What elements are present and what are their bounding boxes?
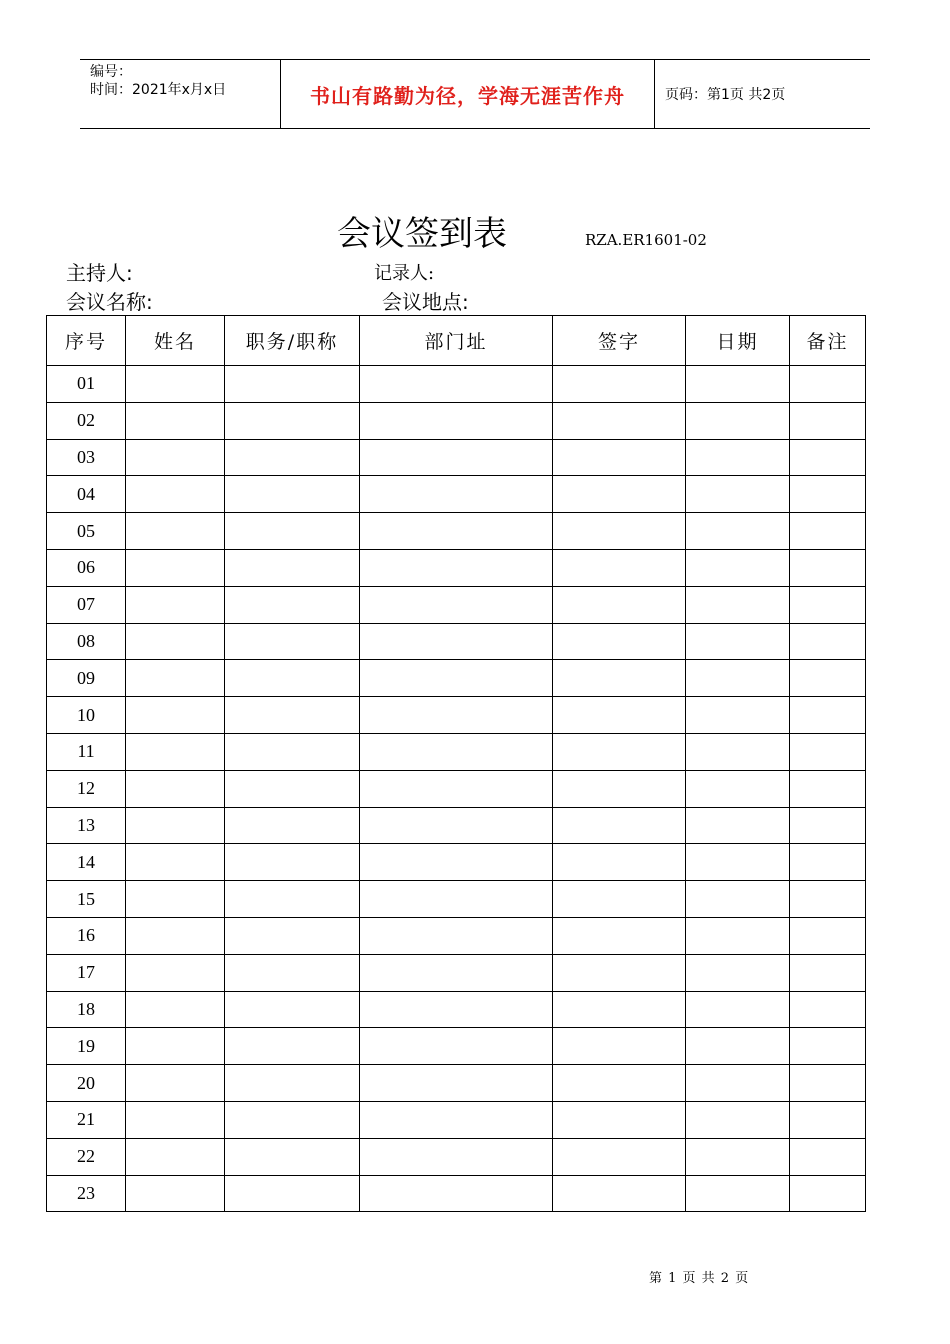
signature-cell[interactable] xyxy=(553,513,686,550)
position-cell[interactable] xyxy=(225,881,360,918)
table-row xyxy=(47,1138,866,1175)
signature-cell[interactable] xyxy=(553,697,686,734)
remarks-cell[interactable] xyxy=(790,1175,866,1212)
row-number: 15 xyxy=(47,881,126,918)
table-row xyxy=(47,586,866,623)
remarks-cell[interactable] xyxy=(790,697,866,734)
header-motto-cell xyxy=(281,60,655,128)
row-number: 22 xyxy=(47,1138,126,1175)
signature-cell[interactable] xyxy=(553,1175,686,1212)
row-number: 13 xyxy=(47,807,126,844)
date-cell[interactable] xyxy=(686,660,790,697)
date-cell[interactable] xyxy=(686,439,790,476)
remarks-cell[interactable] xyxy=(790,733,866,770)
department-cell[interactable] xyxy=(360,1101,553,1138)
department-cell[interactable] xyxy=(360,1028,553,1065)
signature-cell[interactable] xyxy=(553,366,686,403)
row-number: 04 xyxy=(47,476,126,513)
date-cell[interactable] xyxy=(686,1028,790,1065)
position-cell[interactable] xyxy=(225,770,360,807)
row-number: 18 xyxy=(47,991,126,1028)
column-header-name: 姓名 xyxy=(126,316,225,366)
meeting-place-field-label: 会议地点: xyxy=(382,290,469,314)
table-row xyxy=(47,476,866,513)
row-number: 08 xyxy=(47,623,126,660)
table-row xyxy=(47,1028,866,1065)
signature-cell[interactable] xyxy=(553,917,686,954)
signature-cell[interactable] xyxy=(553,439,686,476)
date-cell[interactable] xyxy=(686,549,790,586)
name-cell[interactable] xyxy=(126,1028,225,1065)
signature-cell[interactable] xyxy=(553,402,686,439)
signature-cell[interactable] xyxy=(553,623,686,660)
header-motto: 书山有路勤为径，学海无涯苦作舟 xyxy=(310,83,625,108)
meeting-name-field-label: 会议名称: xyxy=(66,290,153,314)
date-cell[interactable] xyxy=(686,623,790,660)
row-number: 20 xyxy=(47,1065,126,1102)
department-cell[interactable] xyxy=(360,476,553,513)
table-row xyxy=(47,991,866,1028)
signature-cell[interactable] xyxy=(553,1101,686,1138)
name-cell[interactable] xyxy=(126,917,225,954)
name-cell[interactable] xyxy=(126,770,225,807)
recorder-field-label: 记录人: xyxy=(374,263,435,284)
table-row xyxy=(47,1065,866,1102)
signature-cell[interactable] xyxy=(553,660,686,697)
position-cell[interactable] xyxy=(225,586,360,623)
date-cell[interactable] xyxy=(686,1138,790,1175)
table-row xyxy=(47,917,866,954)
page-footer: 第 1 页 共 2 页 xyxy=(649,1271,750,1286)
signature-cell[interactable] xyxy=(553,1065,686,1102)
remarks-cell[interactable] xyxy=(790,917,866,954)
signature-cell[interactable] xyxy=(553,1138,686,1175)
date-cell[interactable] xyxy=(686,1101,790,1138)
row-number: 16 xyxy=(47,917,126,954)
date-cell[interactable] xyxy=(686,697,790,734)
name-cell[interactable] xyxy=(126,1065,225,1102)
row-number: 12 xyxy=(47,770,126,807)
date-cell[interactable] xyxy=(686,366,790,403)
department-cell[interactable] xyxy=(360,366,553,403)
row-number: 14 xyxy=(47,844,126,881)
date-cell[interactable] xyxy=(686,733,790,770)
position-cell[interactable] xyxy=(225,549,360,586)
row-number: 01 xyxy=(47,366,126,403)
remarks-cell[interactable] xyxy=(790,1101,866,1138)
sign-in-table xyxy=(46,315,866,1212)
department-cell[interactable] xyxy=(360,954,553,991)
name-cell[interactable] xyxy=(126,807,225,844)
name-cell[interactable] xyxy=(126,1138,225,1175)
name-cell[interactable] xyxy=(126,1101,225,1138)
table-row xyxy=(47,697,866,734)
department-cell[interactable] xyxy=(360,844,553,881)
row-number: 10 xyxy=(47,697,126,734)
position-cell[interactable] xyxy=(225,991,360,1028)
row-number: 21 xyxy=(47,1101,126,1138)
remarks-cell[interactable] xyxy=(790,954,866,991)
position-cell[interactable] xyxy=(225,954,360,991)
date-cell[interactable] xyxy=(686,586,790,623)
table-row xyxy=(47,549,866,586)
position-cell[interactable] xyxy=(225,697,360,734)
form-code: RZA.ER1601-02 xyxy=(585,231,707,249)
department-cell[interactable] xyxy=(360,660,553,697)
remarks-cell[interactable] xyxy=(790,844,866,881)
remarks-cell[interactable] xyxy=(790,402,866,439)
remarks-cell[interactable] xyxy=(790,586,866,623)
name-cell[interactable] xyxy=(126,1175,225,1212)
position-cell[interactable] xyxy=(225,807,360,844)
table-row xyxy=(47,513,866,550)
row-number: 05 xyxy=(47,513,126,550)
signature-cell[interactable] xyxy=(553,807,686,844)
name-cell[interactable] xyxy=(126,881,225,918)
remarks-cell[interactable] xyxy=(790,1028,866,1065)
document-time-label: 时间：2021年x月x日 xyxy=(90,82,227,98)
department-cell[interactable] xyxy=(360,1065,553,1102)
name-cell[interactable] xyxy=(126,623,225,660)
department-cell[interactable] xyxy=(360,991,553,1028)
remarks-cell[interactable] xyxy=(790,1065,866,1102)
column-header-signature: 签字 xyxy=(553,316,686,366)
row-number: 19 xyxy=(47,1028,126,1065)
department-cell[interactable] xyxy=(360,697,553,734)
department-cell[interactable] xyxy=(360,770,553,807)
table-header-row xyxy=(47,316,866,366)
row-number: 03 xyxy=(47,439,126,476)
table-row xyxy=(47,439,866,476)
name-cell[interactable] xyxy=(126,954,225,991)
department-cell[interactable] xyxy=(360,733,553,770)
date-cell[interactable] xyxy=(686,513,790,550)
remarks-cell[interactable] xyxy=(790,513,866,550)
date-cell[interactable] xyxy=(686,844,790,881)
signature-cell[interactable] xyxy=(553,770,686,807)
signature-cell[interactable] xyxy=(553,476,686,513)
table-row xyxy=(47,770,866,807)
table-row xyxy=(47,1101,866,1138)
date-cell[interactable] xyxy=(686,807,790,844)
header-page-info: 页码：第1页 共2页 xyxy=(665,87,786,103)
department-cell[interactable] xyxy=(360,586,553,623)
column-header-index: 序号 xyxy=(47,316,126,366)
position-cell[interactable] xyxy=(225,402,360,439)
table-row xyxy=(47,881,866,918)
row-number: 23 xyxy=(47,1175,126,1212)
date-cell[interactable] xyxy=(686,917,790,954)
signature-cell[interactable] xyxy=(553,1028,686,1065)
position-cell[interactable] xyxy=(225,1065,360,1102)
remarks-cell[interactable] xyxy=(790,770,866,807)
date-cell[interactable] xyxy=(686,954,790,991)
row-number: 11 xyxy=(47,733,126,770)
department-cell[interactable] xyxy=(360,402,553,439)
header-meta xyxy=(80,60,281,128)
position-cell[interactable] xyxy=(225,1028,360,1065)
signature-cell[interactable] xyxy=(553,881,686,918)
name-cell[interactable] xyxy=(126,366,225,403)
row-number: 07 xyxy=(47,586,126,623)
signature-cell[interactable] xyxy=(553,549,686,586)
row-number: 06 xyxy=(47,549,126,586)
row-number: 09 xyxy=(47,660,126,697)
remarks-cell[interactable] xyxy=(790,623,866,660)
name-cell[interactable] xyxy=(126,402,225,439)
position-cell[interactable] xyxy=(225,1175,360,1212)
remarks-cell[interactable] xyxy=(790,549,866,586)
page-header xyxy=(80,59,870,129)
date-cell[interactable] xyxy=(686,991,790,1028)
form-title: 会议签到表 xyxy=(337,214,507,254)
department-cell[interactable] xyxy=(360,623,553,660)
date-cell[interactable] xyxy=(686,476,790,513)
table-row xyxy=(47,954,866,991)
table-row xyxy=(47,366,866,403)
remarks-cell[interactable] xyxy=(790,991,866,1028)
remarks-cell[interactable] xyxy=(790,807,866,844)
remarks-cell[interactable] xyxy=(790,881,866,918)
name-cell[interactable] xyxy=(126,660,225,697)
remarks-cell[interactable] xyxy=(790,366,866,403)
position-cell[interactable] xyxy=(225,1101,360,1138)
department-cell[interactable] xyxy=(360,513,553,550)
department-cell[interactable] xyxy=(360,917,553,954)
name-cell[interactable] xyxy=(126,476,225,513)
date-cell[interactable] xyxy=(686,1065,790,1102)
remarks-cell[interactable] xyxy=(790,476,866,513)
name-cell[interactable] xyxy=(126,844,225,881)
table-body xyxy=(47,366,866,1212)
position-cell[interactable] xyxy=(225,476,360,513)
signature-cell[interactable] xyxy=(553,991,686,1028)
table-row xyxy=(47,844,866,881)
signature-cell[interactable] xyxy=(553,586,686,623)
column-header-date: 日期 xyxy=(686,316,790,366)
signature-cell[interactable] xyxy=(553,844,686,881)
column-header-department: 部门址 xyxy=(360,316,553,366)
position-cell[interactable] xyxy=(225,513,360,550)
position-cell[interactable] xyxy=(225,844,360,881)
table-row xyxy=(47,733,866,770)
table-row xyxy=(47,807,866,844)
department-cell[interactable] xyxy=(360,1138,553,1175)
column-header-position: 职务/职称 xyxy=(225,316,360,366)
position-cell[interactable] xyxy=(225,1138,360,1175)
name-cell[interactable] xyxy=(126,586,225,623)
department-cell[interactable] xyxy=(360,807,553,844)
department-cell[interactable] xyxy=(360,439,553,476)
name-cell[interactable] xyxy=(126,439,225,476)
name-cell[interactable] xyxy=(126,991,225,1028)
remarks-cell[interactable] xyxy=(790,439,866,476)
position-cell[interactable] xyxy=(225,366,360,403)
table-row xyxy=(47,623,866,660)
date-cell[interactable] xyxy=(686,402,790,439)
host-field-label: 主持人: xyxy=(66,261,133,285)
department-cell[interactable] xyxy=(360,549,553,586)
name-cell[interactable] xyxy=(126,697,225,734)
name-cell[interactable] xyxy=(126,549,225,586)
column-header-remarks: 备注 xyxy=(790,316,866,366)
department-cell[interactable] xyxy=(360,881,553,918)
signature-cell[interactable] xyxy=(553,733,686,770)
position-cell[interactable] xyxy=(225,439,360,476)
name-cell[interactable] xyxy=(126,733,225,770)
name-cell[interactable] xyxy=(126,513,225,550)
date-cell[interactable] xyxy=(686,1175,790,1212)
remarks-cell[interactable] xyxy=(790,660,866,697)
table-row xyxy=(47,402,866,439)
date-cell[interactable] xyxy=(686,881,790,918)
position-cell[interactable] xyxy=(225,917,360,954)
signature-cell[interactable] xyxy=(553,954,686,991)
position-cell[interactable] xyxy=(225,733,360,770)
remarks-cell[interactable] xyxy=(790,1138,866,1175)
department-cell[interactable] xyxy=(360,1175,553,1212)
position-cell[interactable] xyxy=(225,660,360,697)
document-number-label: 编号： xyxy=(90,64,132,80)
table-row xyxy=(47,660,866,697)
row-number: 02 xyxy=(47,402,126,439)
position-cell[interactable] xyxy=(225,623,360,660)
row-number: 17 xyxy=(47,954,126,991)
table-row xyxy=(47,1175,866,1212)
date-cell[interactable] xyxy=(686,770,790,807)
